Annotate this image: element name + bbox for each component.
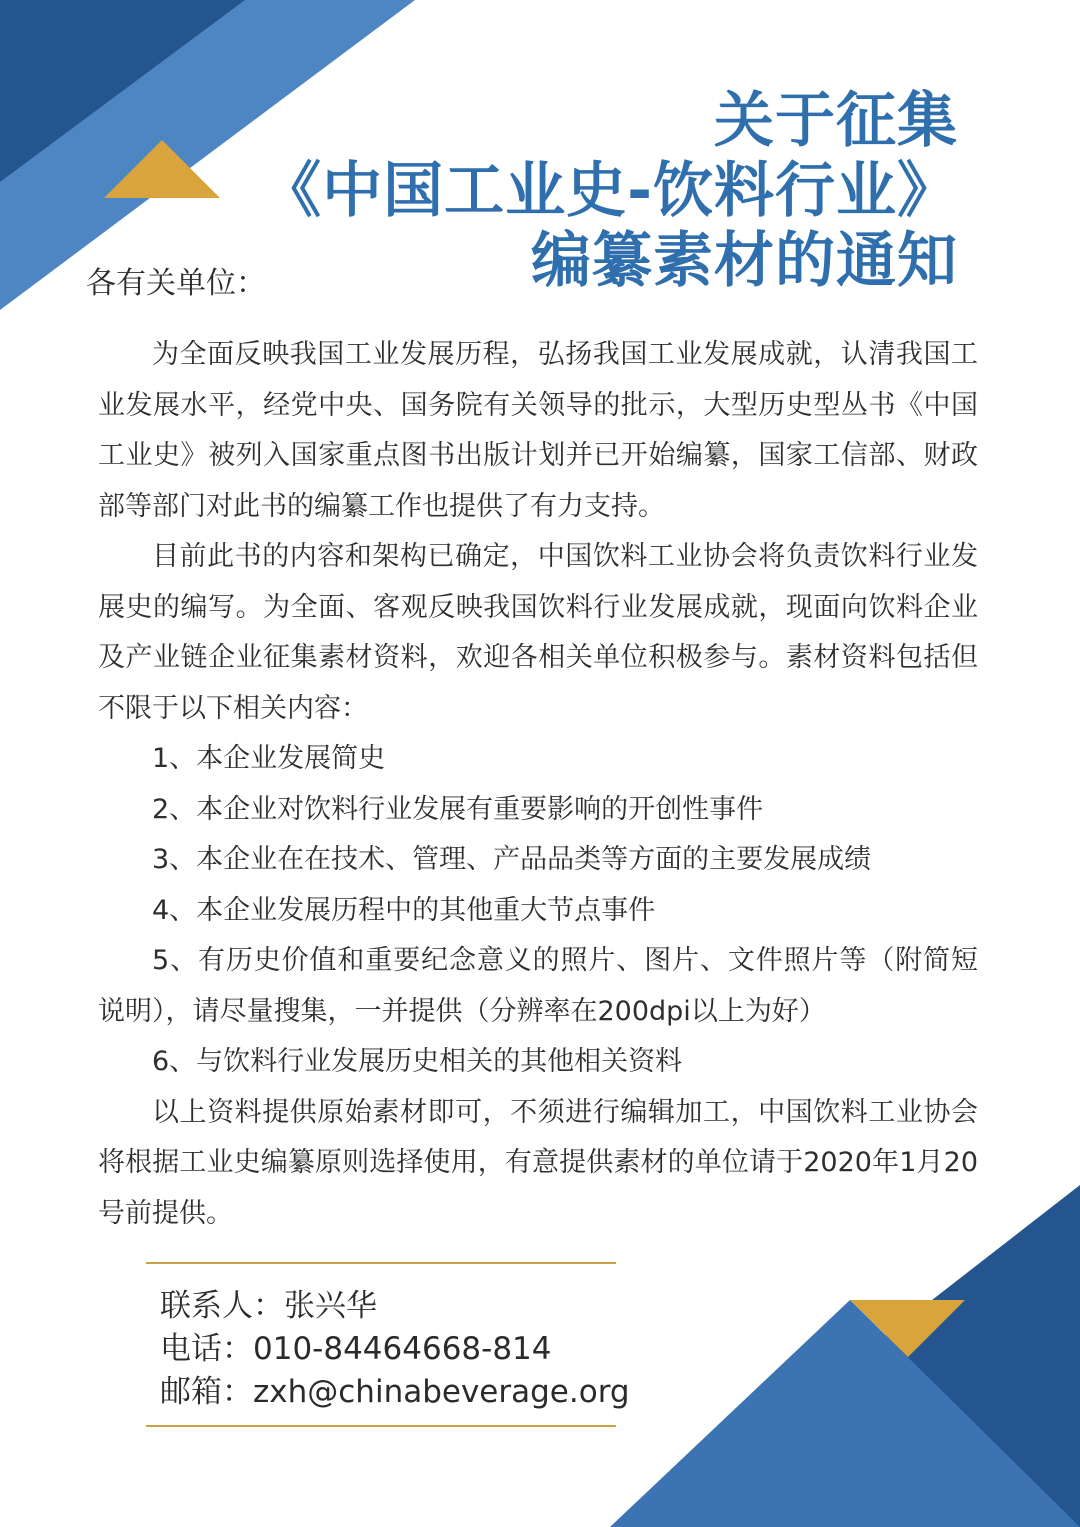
contact-phone: 电话：010-84464668-814 — [160, 1331, 552, 1367]
paragraph-2: 目前此书的内容和架构已确定，中国饮料工业协会将负责饮料行业发展史的编写。为全面、客观反映我国饮料行业发展成就，现面向饮料企业及产业链企业征集素材资料，欢迎各相关单位积极参与。素材资料包括但不限于以下相关内容： — [98, 541, 978, 724]
contact-bottom-divider — [146, 1425, 616, 1427]
contact-person: 联系人：张兴华 — [160, 1288, 377, 1324]
title-line-2: 《中国工业史-饮料行业》 — [261, 156, 958, 226]
contact-email: 邮箱：zxh@chinabeverage.org — [160, 1374, 630, 1410]
contact-top-divider — [146, 1262, 616, 1264]
notice-title — [198, 86, 958, 296]
title-line-1: 关于征集 — [714, 86, 958, 156]
salutation: 各有关单位： — [86, 266, 266, 301]
closing-paragraph: 以上资料提供原始素材即可，不须进行编辑加工，中国饮料工业协会将根据工业史编纂原则选择使用，有意提供素材的单位请于2020年1月20号前提供。 — [98, 1096, 978, 1229]
list-item-2: 2、本企业对饮料行业发展有重要影响的开创性事件 — [152, 793, 764, 825]
list-item-5: 5、有历史价值和重要纪念意义的照片、图片、文件照片等（附简短说明），请尽量搜集，一并提供（分辨率在200dpi以上为好） — [98, 945, 978, 1027]
list-item-6: 6、与饮料行业发展历史相关的其他相关资料 — [152, 1046, 683, 1077]
list-item-3: 3、本企业在在技术、管理、产品品类等方面的主要发展成绩 — [152, 844, 872, 875]
paragraph-1: 为全面反映我国工业发展历程，弘扬我国工业发展成就，认清我国工业发展水平，经党中央、国务院有关领导的批示，大型历史型丛书《中国工业史》被列入国家重点图书出版计划并已开始编纂，国家工信部、财政部等部门对此书的编纂工作也提供了有力支持。 — [98, 339, 978, 522]
list-item-1: 1、本企业发展简史 — [152, 743, 386, 774]
notice-body — [98, 330, 978, 1239]
list-item-4: 4、本企业发展历程中的其他重大节点事件 — [152, 894, 656, 926]
title-line-3: 编纂素材的通知 — [531, 226, 958, 296]
contact-block — [160, 1285, 630, 1414]
